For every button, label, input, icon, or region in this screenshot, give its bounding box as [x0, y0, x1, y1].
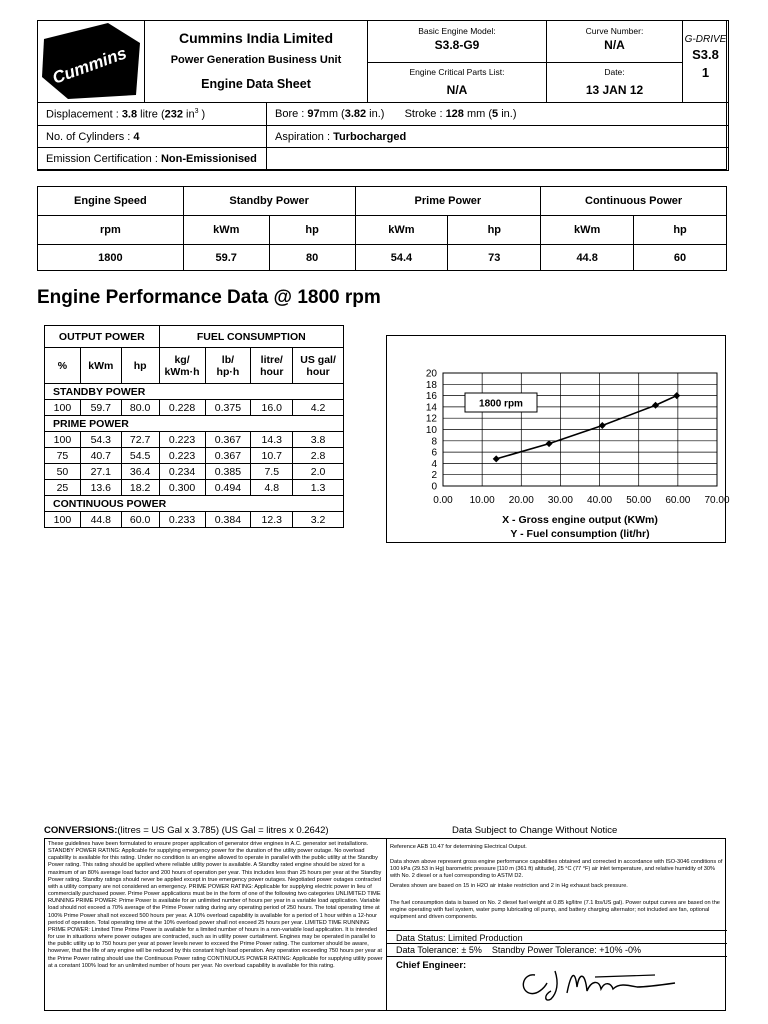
table-cell: 7.5: [251, 464, 293, 480]
conversions-line: [44, 825, 329, 836]
table-cell: 44.8: [80, 512, 121, 528]
output-power-header: OUTPUT POWER: [45, 326, 160, 348]
power-table-units-row: [38, 216, 727, 245]
table-cell: 50: [45, 464, 81, 480]
gdrive-number: 1: [701, 65, 710, 80]
table-cell: 25: [45, 480, 81, 496]
prime-power-header: Prime Power: [355, 187, 541, 216]
displacement-cell: [37, 102, 267, 126]
col-kg-kwmh: [159, 348, 205, 384]
standby-section-row: [45, 384, 344, 400]
table-cell: 0.234: [159, 464, 205, 480]
table-cell: 100: [45, 400, 81, 416]
unit-cell: kWm: [183, 216, 269, 245]
power-table-values-row: [38, 245, 727, 271]
table-cell: 14.3: [251, 432, 293, 448]
table-cell: 0.233: [159, 512, 205, 528]
data-shown-note: Data shown above represent gross engine performance capabilities obtained and corrected in accordance with ISO-3046 conditions of 100 kPa (29.53 in Hg) barometric pressure [110 m (361 ft) altitude], 25 °C (77 °F) air inlet temperature, and relative humidity of 30% with No. 2 diesel or a fuel corresponding to ASTM D2.: [390, 859, 723, 880]
x-tick-label: 20.00: [508, 495, 534, 506]
table-cell: 40.7: [80, 448, 121, 464]
displacement-close: ): [198, 108, 206, 121]
gdrive-cell: [682, 20, 729, 103]
table-cell: 0.228: [159, 400, 205, 416]
footer-divider: [386, 839, 387, 1010]
prime-section-row: [45, 416, 344, 432]
fuel-data-note: The fuel consumption data is based on No. 2 diesel fuel weight at 0.85 kg/litre (7.1 lbs/US gal). Power output curves are based on the engine operating with fuel system, water pump lubricating oil pump, and battery charging alternator; not included are fan, optional equipment and driven components.: [390, 900, 720, 921]
basic-model-cell: [367, 20, 547, 63]
unit-cell: kWm: [541, 216, 634, 245]
bore-mm: 97: [307, 108, 320, 120]
data-point: [673, 392, 680, 399]
x-axis-label: X - Gross engine output (KWm): [502, 514, 658, 526]
displacement-label: Displacement :: [46, 108, 122, 121]
header-block: [37, 20, 727, 170]
table-cell: 0.367: [205, 432, 251, 448]
business-unit: Power Generation Business Unit: [170, 54, 342, 66]
table-cell: 2.8: [293, 448, 344, 464]
unit-cell: rpm: [38, 216, 184, 245]
basic-model-value: S3.8-G9: [434, 38, 480, 52]
chief-engineer-label: Chief Engineer:: [396, 960, 467, 971]
table-cell: 3.2: [293, 512, 344, 528]
fuel-table-group-row: [45, 326, 344, 348]
power-table-header-row: [38, 187, 727, 216]
x-tick-label: 70.00: [704, 495, 730, 506]
data-tolerance: Data Tolerance: ± 5% Standby Power Tolerance: +10% -0%: [396, 945, 641, 955]
data-point: [493, 455, 500, 462]
table-cell: 1.3: [293, 480, 344, 496]
bore-label: Bore :: [275, 108, 308, 120]
displacement-litre: 3.8: [121, 108, 138, 121]
x-tick-label: 30.00: [547, 495, 573, 506]
table-cell: 0.385: [205, 464, 251, 480]
col-litre-line1: litre/: [260, 353, 283, 366]
continuous-power-header: Continuous Power: [541, 187, 727, 216]
table-cell: 0.300: [159, 480, 205, 496]
parts-list-cell: [367, 62, 547, 103]
x-tick-label: 60.00: [665, 495, 691, 506]
company-name: Cummins India Limited: [178, 30, 333, 46]
col-usgal-line1: US gal/: [300, 353, 336, 366]
cylinders-value: 4: [133, 131, 140, 143]
value-cell: 73: [448, 245, 541, 271]
table-cell: 54.3: [80, 432, 121, 448]
table-cell: 12.3: [251, 512, 293, 528]
conversions-text: (litres = US Gal x 3.785) (US Gal = litres x 0.2642): [117, 825, 329, 836]
value-cell: 60: [634, 245, 727, 271]
unit-cell: hp: [269, 216, 355, 245]
value-cell: 54.4: [355, 245, 448, 271]
table-cell: 75: [45, 448, 81, 464]
stroke-mm: 128: [445, 108, 464, 120]
table-row: [45, 464, 344, 480]
date-label: Date:: [604, 67, 625, 77]
displacement-litre-unit: litre (: [137, 108, 165, 121]
data-status-value: Limited Production: [448, 933, 523, 943]
logo-cell: [37, 20, 145, 103]
displacement-cuin: 232: [164, 108, 183, 121]
aspiration-value: Turbocharged: [333, 131, 407, 143]
col-kwm: kWm: [80, 348, 121, 384]
gdrive-label: G-DRIVE: [684, 34, 727, 45]
table-cell: 18.2: [121, 480, 159, 496]
table-row: [45, 448, 344, 464]
stroke-in-unit: in.): [498, 108, 517, 120]
table-cell: 4.8: [251, 480, 293, 496]
y-tick-label: 10: [425, 425, 437, 436]
bore-in-unit: in.): [366, 108, 385, 120]
gdrive-model: S3.8: [692, 47, 719, 62]
x-tick-label: 50.00: [626, 495, 652, 506]
emission-cell: [37, 147, 267, 171]
company-cell: [144, 20, 368, 103]
bore-in: 3.82: [344, 108, 367, 120]
emission-value: Non-Emissionised: [160, 153, 257, 165]
continuous-section-row: [45, 496, 344, 512]
prime-section-label: PRIME POWER: [45, 416, 344, 432]
parts-list-value: N/A: [446, 83, 468, 97]
table-cell: 3.8: [293, 432, 344, 448]
reference-note: Reference AEB 10.47 for determining Electrical Output.: [390, 844, 527, 850]
table-cell: 0.494: [205, 480, 251, 496]
y-axis-label: Y - Fuel consumption (lit/hr): [510, 528, 650, 540]
fuel-consumption-table: [44, 325, 344, 528]
table-row: [45, 432, 344, 448]
x-tick-label: 10.00: [469, 495, 495, 506]
continuous-section-label: CONTINUOUS POWER: [45, 496, 344, 512]
date-cell: [546, 62, 683, 103]
table-cell: 80.0: [121, 400, 159, 416]
table-cell: 0.384: [205, 512, 251, 528]
col-usgal-hour: [293, 348, 344, 384]
displacement-cuin-unit: in: [182, 108, 195, 121]
table-cell: 100: [45, 512, 81, 528]
cummins-logo: [38, 21, 144, 102]
table-cell: 60.0: [121, 512, 159, 528]
cylinders-cell: [37, 125, 267, 148]
col-lb-line1: lb/: [221, 353, 235, 366]
bore-stroke-cell: [266, 102, 729, 126]
table-cell: 0.367: [205, 448, 251, 464]
displacement-exponent: 3: [194, 108, 199, 115]
y-tick-label: 20: [425, 368, 437, 380]
unit-cell: kWm: [355, 216, 448, 245]
stroke-in: 5: [492, 108, 499, 120]
col-litre-hour: [251, 348, 293, 384]
cylinders-label: No. of Cylinders :: [46, 131, 134, 143]
footer-block: [44, 838, 726, 1011]
unit-cell: hp: [448, 216, 541, 245]
sheet-title: Engine Data Sheet: [201, 77, 311, 91]
y-tick-label: 2: [431, 470, 437, 482]
table-cell: 0.223: [159, 448, 205, 464]
y-tick-label: 0: [431, 481, 437, 493]
table-cell: 16.0: [251, 400, 293, 416]
value-cell: 59.7: [183, 245, 269, 271]
curve-number-value: N/A: [604, 38, 625, 52]
table-cell: 36.4: [121, 464, 159, 480]
col-litre-line2: hour: [260, 365, 284, 378]
table-cell: 2.0: [293, 464, 344, 480]
date-value: 13 JAN 12: [585, 83, 644, 97]
table-cell: 27.1: [80, 464, 121, 480]
table-row: [45, 480, 344, 496]
logo-text: Cummins: [49, 43, 130, 88]
table-row: [45, 512, 344, 528]
aspiration-label: Aspiration :: [275, 131, 334, 143]
table-cell: 59.7: [80, 400, 121, 416]
y-tick-label: 14: [425, 402, 437, 414]
derates-note: Derates shown are based on 15 in H2O air intake restriction and 2 in Hg exhaust back pressure.: [390, 883, 628, 889]
standby-section-label: STANDBY POWER: [45, 384, 344, 400]
y-tick-label: 4: [431, 458, 437, 470]
stroke-label: Stroke :: [404, 108, 446, 120]
power-ratings-table: [37, 186, 727, 271]
y-tick-label: 6: [431, 447, 437, 459]
table-cell: 72.7: [121, 432, 159, 448]
stroke-mm-unit: mm (: [463, 108, 493, 120]
data-point: [652, 402, 659, 409]
table-cell: 4.2: [293, 400, 344, 416]
engine-speed-header: Engine Speed: [38, 187, 184, 216]
unit-cell: hp: [634, 216, 727, 245]
emission-label: Emission Certification :: [46, 153, 161, 165]
legend-label: 1800 rpm: [479, 398, 523, 410]
table-cell: 100: [45, 432, 81, 448]
x-tick-label: 0.00: [433, 495, 453, 506]
value-cell: 80: [269, 245, 355, 271]
col-usgal-line2: hour: [306, 365, 330, 378]
col-percent: %: [45, 348, 81, 384]
performance-title: Engine Performance Data @ 1800 rpm: [37, 287, 381, 308]
curve-number-label: Curve Number:: [585, 26, 644, 36]
data-status-label: Data Status:: [396, 933, 449, 943]
chart-svg: [387, 336, 730, 542]
bore-mm-unit: mm (: [319, 108, 345, 120]
y-tick-label: 16: [425, 391, 437, 403]
aspiration-cell: [266, 125, 729, 148]
y-tick-label: 12: [425, 413, 437, 425]
data-status: [396, 933, 523, 943]
col-lb-line2: hp·h: [216, 365, 240, 378]
fuel-consumption-chart: [386, 335, 730, 543]
parts-list-label: Engine Critical Parts List:: [409, 67, 505, 77]
fuel-table-columns-row: [45, 348, 344, 384]
y-tick-label: 8: [431, 436, 437, 448]
data-point: [546, 440, 553, 447]
table-cell: 13.6: [80, 480, 121, 496]
standby-power-header: Standby Power: [183, 187, 355, 216]
table-cell: 0.223: [159, 432, 205, 448]
ratings-guidelines: These guidelines have been formulated to ensure proper application of generator drive engines in A.C. generator set installations. STANDBY POWER RATING: Applicable for supplying emergency power for the duration of the utility power outage. No overload capability is available for this rating. Under no condition is an engine allowed to operate in parallel with the public utility at the Standby Power rating. This rating should be applied where reliable utility power is available. A Standby rated engine should be sized for a maximum of an 80% average load factor and 200 hours of operation per year. This includes less than 25 hours per year at the Standby Power rating. Standby ratings should never be applied except in true emergency power outages. Negotiated power outages contracted with a utility company are not considered an emergency. PRIME POWER RATING: Applicable for supplying electric power in lieu of commercially purchased power. Prime Power applications must be in the form of one of the following two categories UNLIMITED TIME RUNNING PRIME POWER: Prime Power is available for an unlimited number of hours per year in a variable load application. Variable load should not exceed a 70% average of the Prime Power rating during any operating period of 250 hours. The total operating time at 100% Prime Power shall not exceed 500 hours per year. A 10% overload capability is available for a period of 1 hour within a 12-hour period of operation. Total operating time at the 10% overload power shall not exceed 25 hours per year. LIMITED TIME RUNNING PRIME POWER: Limited Time Prime Power is available for a limited number of hours in a non-variable load application. It is intended for use in situations where power outages are contracted, such as in utility power curtailment. Engines may be operated in parallel to the public utility up to 750 hours per year at power levels never to exceed the Prime Power rating. The customer should be aware, however, that the life of any engine will be reduced by this constant high load operation. Any operation exceeding 750 hours per year at the Prime Power rating should use the Continuous Power rating CONTINUOUS POWER RATING: Applicable for supplying utility power at a constant 100% load for an unlimited number of hours per year. No overload capability is available for this rating.: [48, 841, 383, 969]
col-kg-line1: kg/: [174, 353, 190, 366]
x-tick-label: 40.00: [587, 495, 613, 506]
basic-model-label: Basic Engine Model:: [418, 26, 496, 36]
table-cell: 10.7: [251, 448, 293, 464]
col-lb-hph: [205, 348, 251, 384]
data-change-notice: Data Subject to Change Without Notice: [452, 825, 618, 836]
col-kg-line2: kWm·h: [164, 365, 200, 378]
empty-spec-cell: [266, 147, 729, 171]
value-cell: 44.8: [541, 245, 634, 271]
table-row: [45, 400, 344, 416]
conversions-label: CONVERSIONS:: [44, 825, 118, 836]
fuel-consumption-header: FUEL CONSUMPTION: [159, 326, 343, 348]
chief-engineer-signature: [515, 963, 685, 1005]
table-cell: 0.375: [205, 400, 251, 416]
value-cell: 1800: [38, 245, 184, 271]
y-tick-label: 18: [425, 379, 437, 391]
table-cell: 54.5: [121, 448, 159, 464]
curve-number-cell: [546, 20, 683, 63]
col-hp: hp: [121, 348, 159, 384]
